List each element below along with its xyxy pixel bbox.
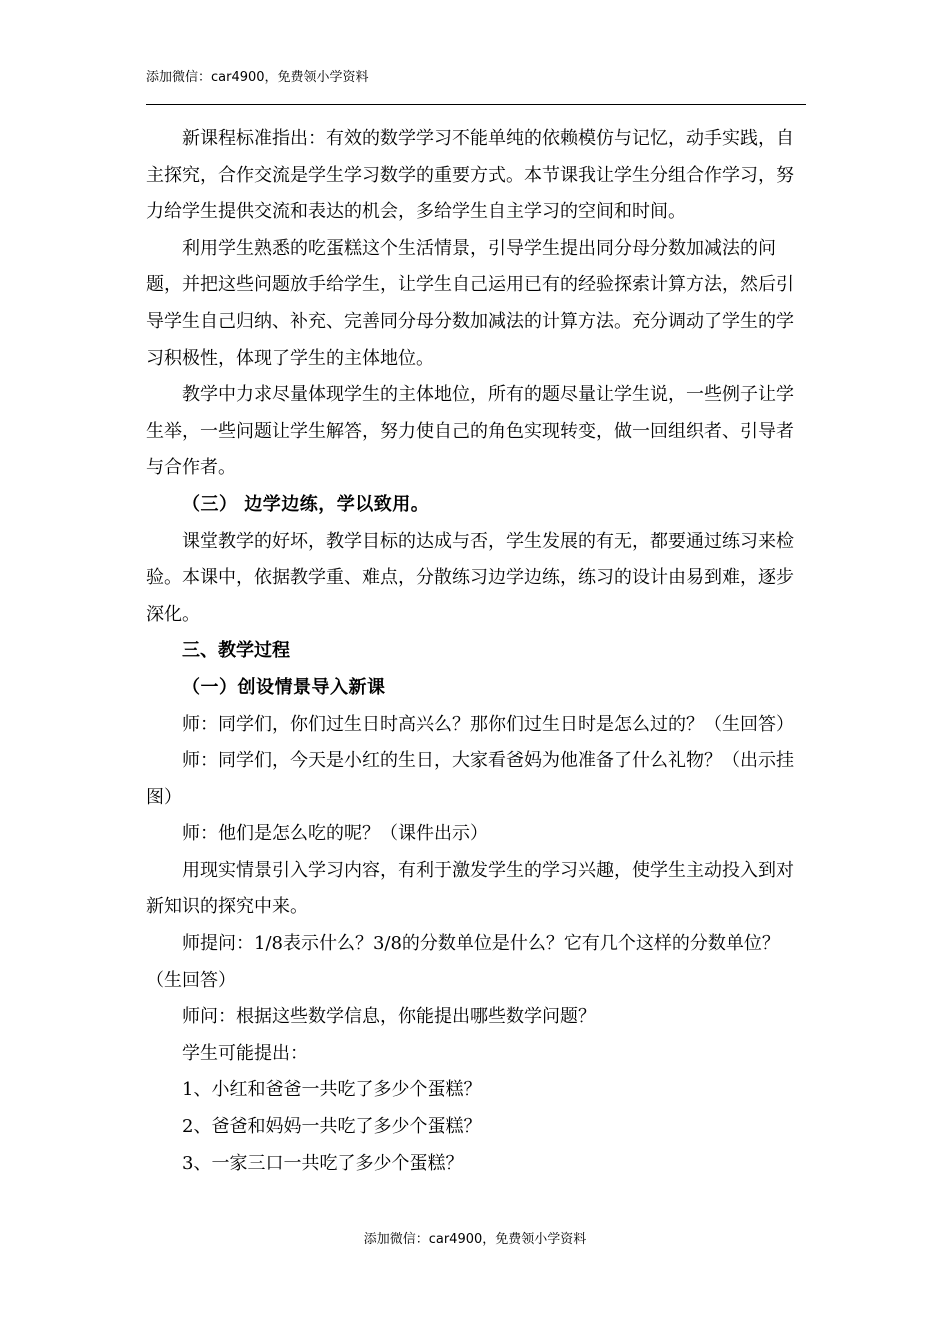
paragraph-scenario-note: 用现实情景引入学习内容，有利于激发学生的学习兴趣，使学生主动投入到对新知识的探究中来。 bbox=[146, 859, 794, 918]
document-body bbox=[146, 121, 808, 1182]
subsection-heading-intro: （一）创设情景导入新课 bbox=[182, 676, 386, 698]
paragraph-student-centered: 教学中力求尽量体现学生的主体地位，所有的题尽量让学生说，一些例子让学生举，一些问题让学生解答，努力使自己的角色实现转变，做一回组织者、引导者与合作者。 bbox=[146, 384, 794, 479]
list-item-1: 1、小红和爸爸一共吃了多少个蛋糕？ bbox=[182, 1079, 482, 1101]
paragraph-question-fractions: 师提问：1/8表示什么？3/8的分数单位是什么？它有几个这样的分数单位？（生回答） bbox=[146, 933, 780, 991]
paragraph-curriculum-standard: 新课程标准指出：有效的数学学习不能单纯的依赖模仿与记忆，动手实践，自主探究，合作交流是学生学习数学的重要方式。本节课我让学生分组合作学习，努力给学生提供交流和表达的机会，多给学生自主学习的空间和时间。 bbox=[146, 128, 794, 223]
page-footer: 添加微信：car4900，免费领小学资料 bbox=[363, 1232, 587, 1247]
list-item-3: 3、一家三口一共吃了多少个蛋糕？ bbox=[182, 1152, 464, 1174]
list-item-2: 2、爸爸和妈妈一共吃了多少个蛋糕？ bbox=[182, 1116, 482, 1138]
paragraph-dialogue-2: 师：同学们，今天是小红的生日，大家看爸妈为他准备了什么礼物？（出示挂图） bbox=[146, 750, 794, 808]
paragraph-students-may-ask: 学生可能提出： bbox=[182, 1042, 308, 1064]
page-header: 添加微信：car4900，免费领小学资料 bbox=[146, 70, 369, 85]
section-heading-practice: （三） 边学边练，学以致用。 bbox=[182, 493, 430, 515]
paragraph-practice: 课堂教学的好坏，教学目标的达成与否，学生发展的有无，都要通过练习来检验。本课中，依据教学重、难点，分散练习边学边练，练习的设计由易到难，逐步深化。 bbox=[146, 530, 794, 625]
paragraph-dialogue-1: 师：同学们，你们过生日时高兴么？那你们过生日时是怎么过的？（生回答） bbox=[182, 713, 794, 735]
paragraph-dialogue-3: 师：他们是怎么吃的呢？（课件出示） bbox=[182, 823, 488, 845]
paragraph-question-problems: 师问：根据这些数学信息，你能提出哪些数学问题？ bbox=[182, 1006, 596, 1028]
paragraph-cake-scenario: 利用学生熟悉的吃蛋糕这个生活情景，引导学生提出同分母分数加减法的问题，并把这些问题放手给学生，让学生自己运用已有的经验探索计算方法，然后引导学生自己归纳、补充、完善同分母分数加减法的计算方法。充分调动了学生的学习积极性，体现了学生的主体地位。 bbox=[146, 237, 794, 369]
header-divider bbox=[146, 104, 806, 105]
section-heading-teaching-process: 三、教学过程 bbox=[182, 640, 290, 662]
